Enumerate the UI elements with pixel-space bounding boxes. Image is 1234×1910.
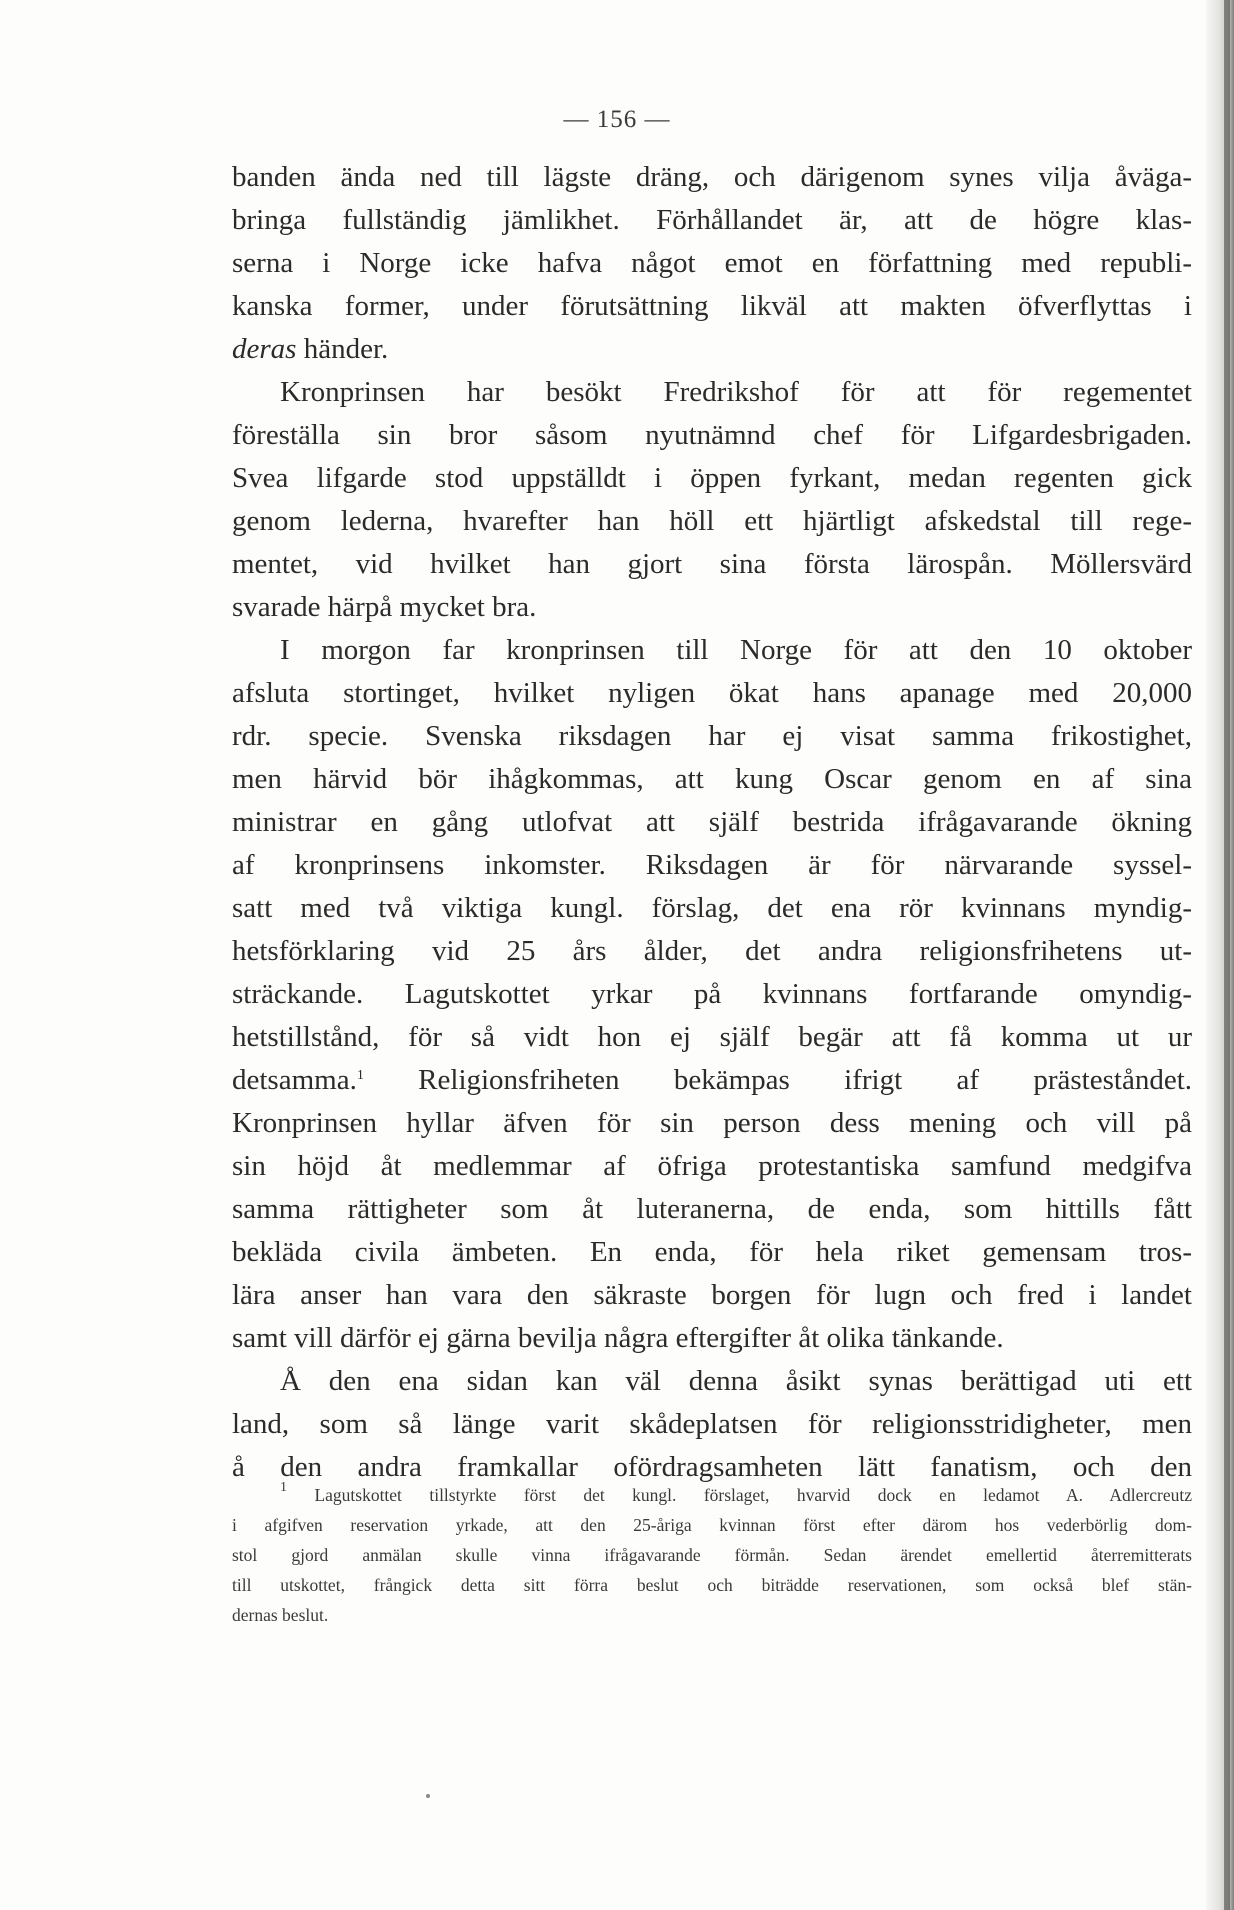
text-line: föreställa sin bror såsom nyutnämnd chef för Lifgardesbrigaden. — [232, 419, 1192, 451]
footnote-line — [232, 1480, 1192, 1510]
text-line: samt vill därför ej gärna bevilja några eftergifter åt olika tänkande. — [232, 1322, 1004, 1354]
paragraph-start: Kronprinsen har besökt Fredrikshof för att för regementet — [280, 376, 1192, 408]
paragraph-start: Å den ena sidan kan väl denna åsikt synas berättigad uti ett — [280, 1365, 1192, 1397]
footnotes — [232, 1480, 1192, 1630]
text-line: sträckande. Lagutskottet yrkar på kvinnans fortfarande omyndig- — [232, 978, 1192, 1010]
italic-word: deras — [232, 333, 297, 365]
text-line: Kronprinsen hyllar äfven för sin person dess mening och vill på — [232, 1107, 1192, 1139]
text-line: banden ända ned till lägste dräng, och därigenom synes vilja åväga- — [232, 161, 1192, 193]
text-line: å den andra framkallar ofördragsamheten lätt fanatism, och den — [232, 1451, 1192, 1483]
text-line: ministrar en gång utlofvat att själf bestrida ifrågavarande ökning — [232, 806, 1192, 838]
text-line-rest: händer. — [303, 333, 389, 365]
text-line: rdr. specie. Svenska riksdagen har ej visat samma frikostighet, — [232, 720, 1192, 752]
text-line: bringa fullständig jämlikhet. Förhållandet är, att de högre klas- — [232, 204, 1192, 236]
footnote-marker: 1 — [280, 1480, 287, 1495]
footnote-reference: 1 — [356, 1068, 364, 1083]
text-line: Svea lifgarde stod uppställdt i öppen fyrkant, medan regenten gick — [232, 462, 1192, 494]
text-line: satt med två viktiga kungl. förslag, det ena rör kvinnans myndig- — [232, 892, 1192, 924]
body-text — [232, 156, 1192, 1489]
text-line: svarade härpå mycket bra. — [232, 591, 537, 623]
footnote-line: i afgifven reservation yrkade, att den 25-åriga kvinnan först efter därom hos vederbörlig dom- — [232, 1515, 1192, 1535]
paragraph-start: I morgon far kronprinsen till Norge för att den 10 oktober — [280, 634, 1192, 666]
footnote-line: till utskottet, frångick detta sitt förra beslut och biträdde reservationen, som också blef stän- — [232, 1575, 1192, 1595]
text-line: lära anser han vara den säkraste borgen för lugn och fred i landet — [232, 1279, 1192, 1311]
text-line: men härvid bör ihågkommas, att kung Oscar genom en af sina — [232, 763, 1192, 795]
text-line — [232, 328, 1192, 371]
text-segment: Religionsfriheten bekämpas ifrigt af prästeståndet. — [418, 1064, 1192, 1096]
text-line: samma rättigheter som åt luteranerna, de enda, som hittills fått — [232, 1193, 1192, 1225]
binding-edge — [1224, 0, 1230, 1910]
text-line: bekläda civila ämbeten. En enda, för hela riket gemensam tros- — [232, 1236, 1192, 1268]
text-line — [232, 1059, 1192, 1102]
page-number: — 156 — — [563, 106, 671, 133]
text-line: hetstillstånd, för så vidt hon ej själf begär att få komma ut ur — [232, 1021, 1192, 1053]
text-line: af kronprinsens inkomster. Riksdagen är för närvarande syssel- — [232, 849, 1192, 881]
footnote-text: Lagutskottet tillstyrkte först det kungl. förslaget, hvarvid dock en ledamot A. Adlercreutz — [314, 1485, 1192, 1505]
text-line: genom lederna, hvarefter han höll ett hjärtligt afskedstal till rege- — [232, 505, 1192, 537]
text-line: mentet, vid hvilket han gjort sina första lärospån. Möllersvärd — [232, 548, 1192, 580]
text-line: afsluta stortinget, hvilket nyligen ökat hans apanage med 20,000 — [232, 677, 1192, 709]
paper-speck — [426, 1794, 430, 1798]
text-segment: detsamma. — [232, 1064, 357, 1096]
footnote-line: dernas beslut. — [232, 1605, 329, 1625]
text-line: serna i Norge icke hafva något emot en författning med republi- — [232, 247, 1192, 279]
text-line: land, som så länge varit skådeplatsen för religionsstridigheter, men — [232, 1408, 1192, 1440]
text-line: sin höjd åt medlemmar af öfriga protestantiska samfund medgifva — [232, 1150, 1192, 1182]
text-line: hetsförklaring vid 25 års ålder, det andra religionsfrihetens ut- — [232, 935, 1192, 967]
text-line: kanska former, under förutsättning likväl att makten öfverflyttas i — [232, 290, 1192, 322]
footnote-line: stol gjord anmälan skulle vinna ifrågavarande förmån. Sedan ärendet emellertid återremitterats — [232, 1545, 1192, 1565]
